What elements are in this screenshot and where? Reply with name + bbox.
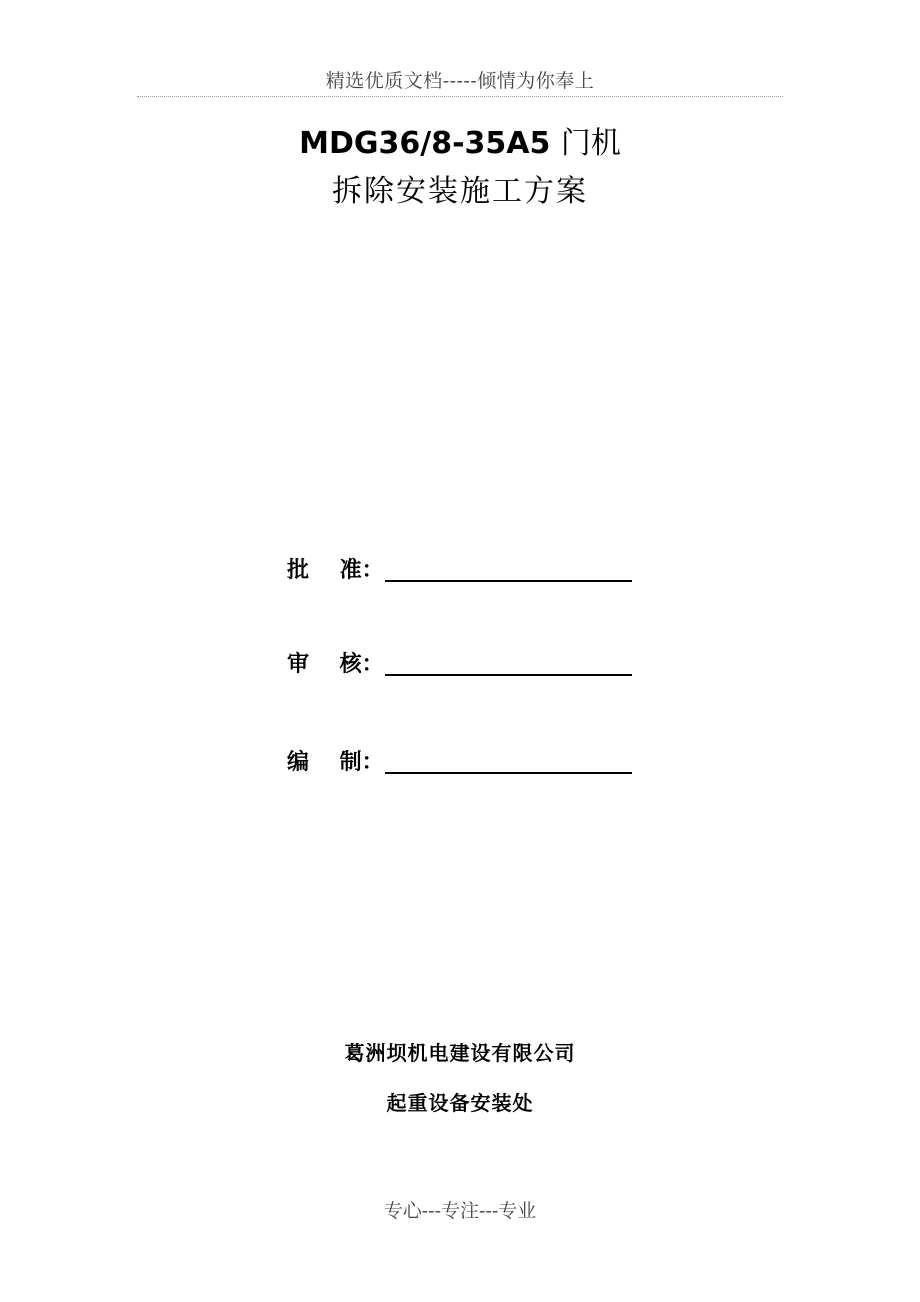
header-divider <box>137 96 783 97</box>
document-title-line-1 <box>0 118 920 162</box>
review-row <box>287 650 632 680</box>
review-signature-line <box>385 652 632 676</box>
approval-signature-line <box>385 558 632 582</box>
page-header-text: 精选优质文档-----倾情为你奉上 <box>325 70 595 92</box>
compile-label: 编 制： <box>287 750 384 775</box>
company-name: 葛洲坝机电建设有限公司 <box>344 1041 576 1065</box>
approval-row <box>287 556 632 586</box>
title-model-suffix: 门机 <box>560 126 621 161</box>
review-label: 审 核： <box>287 652 384 677</box>
compile-signature-line <box>385 750 632 774</box>
approval-label: 批 准： <box>287 558 384 583</box>
department-name: 起重设备安装处 <box>386 1091 534 1115</box>
page-footer-text: 专心---专注---专业 <box>383 1200 537 1222</box>
document-title-line-2: 拆除安装施工方案 <box>332 174 588 209</box>
compile-row <box>287 748 632 778</box>
title-model-number: MDG36/8-35A5 <box>299 126 551 161</box>
